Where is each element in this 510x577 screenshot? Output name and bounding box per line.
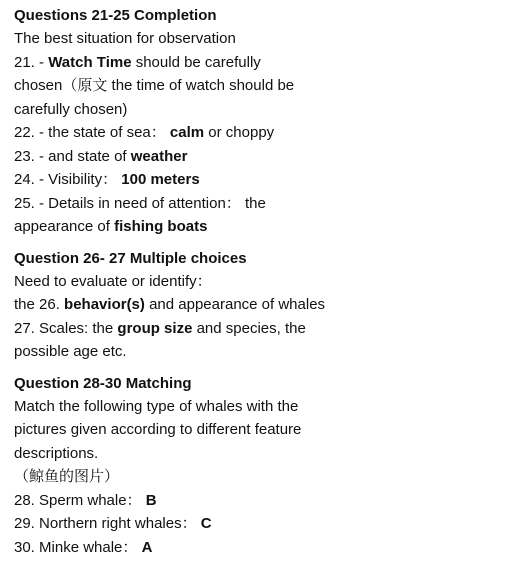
question-27-line-2: possible age etc. [14, 343, 127, 360]
question-27 [14, 317, 504, 341]
question-30-prefix: 30. Minke whale： [14, 538, 142, 556]
question-30 [14, 536, 504, 560]
question-24-answer: 100 meters [121, 171, 200, 188]
question-28-answer: B [145, 491, 157, 509]
question-25: 25. - Details in need of attention： the [14, 194, 266, 212]
section-note: （鲸鱼的图片） [14, 468, 120, 485]
question-25-prefix: appearance of [14, 218, 115, 235]
question-21-prefix: 21. - [14, 53, 49, 71]
section-completion [14, 5, 504, 239]
section-heading-completion: Questions 21-25 Completion [14, 7, 217, 24]
question-29-prefix: 29. Northern right whales： [14, 515, 201, 532]
section-heading-multiple-choice: Question 26- 27 Multiple choices [14, 249, 247, 267]
question-27-suffix: and species, the [192, 319, 306, 337]
question-24-prefix: 24. - Visibility： [14, 171, 122, 188]
question-28-prefix: 28. Sperm whale： [14, 491, 146, 509]
question-21 [14, 51, 504, 75]
question-23-answer: weather [130, 147, 188, 165]
question-29 [14, 512, 504, 536]
question-22-prefix: 22. - the state of sea： [14, 124, 170, 141]
question-28 [14, 489, 504, 513]
question-29-answer: C [200, 515, 212, 532]
question-25-answer: fishing boats [114, 218, 208, 235]
section-intro-line-1: Match the following type of whales with the [14, 397, 299, 415]
question-22-suffix: or choppy [204, 124, 275, 141]
question-26-prefix: the 26. [14, 296, 65, 313]
question-21-suffix: should be carefully [131, 53, 261, 71]
section-heading-matching: Question 28-30 Matching [14, 374, 192, 392]
question-21-line-3: carefully chosen) [14, 100, 128, 118]
document-page [14, 5, 504, 559]
question-24 [14, 168, 504, 192]
section-intro: The best situation for observation [14, 30, 236, 47]
question-23 [14, 145, 504, 169]
question-21-line-2: chosen（原文 the time of watch should be [14, 77, 295, 94]
question-27-answer: group size [117, 319, 193, 337]
question-26 [14, 293, 504, 317]
section-matching [14, 373, 504, 560]
question-22-answer: calm [169, 124, 205, 141]
question-22 [14, 121, 504, 145]
question-26-suffix: and appearance of whales [144, 296, 326, 313]
question-26-answer: behavior(s) [64, 296, 145, 313]
question-23-prefix: 23. - and state of [14, 147, 131, 165]
question-21-answer: Watch Time [48, 53, 132, 71]
section-intro-line-2: pictures given according to different feature [14, 421, 302, 438]
question-25-line-2 [14, 215, 504, 239]
section-intro-line-3: descriptions. [14, 444, 99, 462]
question-30-answer: A [141, 538, 153, 556]
question-27-prefix: 27. Scales: the [14, 319, 118, 337]
section-multiple-choice [14, 248, 504, 364]
section-intro: Need to evaluate or identify： [14, 272, 212, 290]
